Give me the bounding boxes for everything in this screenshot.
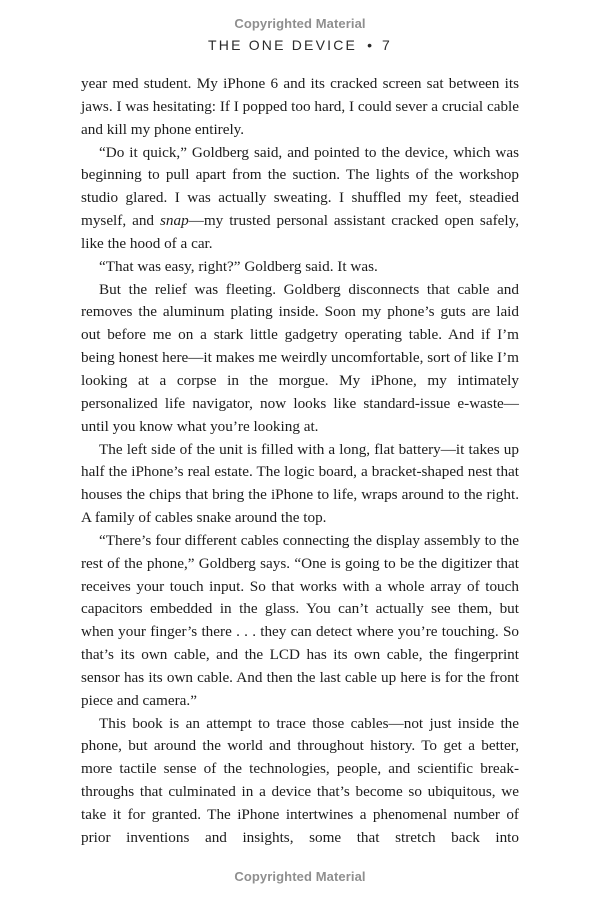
book-title: THE ONE DEVICE: [208, 37, 358, 53]
paragraph-continuation: year med student. My iPhone 6 and its cracked screen sat between its jaws. I was hesitating: If I popped too hard, I could sever a crucial cable and kill my phone entirely.: [81, 75, 519, 138]
paragraph: “That was easy, right?” Goldberg said. It was.: [99, 257, 378, 275]
running-header: [0, 37, 600, 53]
copyright-watermark-top: Copyrighted Material: [234, 16, 366, 31]
paragraph: “There’s four different cables connecting the display assembly to the rest of the phone,” Goldberg says. “One is going to be the digitizer that receives your touch input. So that works with a whole array of touch capacitors embedded in the glass. You can’t actually see them, but when your finger’s there . . . they can detect where you’re touching. So that’s its own cable, and the LCD has its own cable, the fingerprint sensor has its own cable. And then the last cable up here is for the front piece and camera.”: [81, 531, 519, 709]
page-number: 7: [381, 37, 392, 53]
header-bullet: •: [367, 37, 372, 53]
paragraph: “Do it quick,” Goldberg said, and pointed to the device, which was beginning to pull apart from the suction. The lights of the workshop studio glared. I was actually sweating. I shuffled my feet, steadied myself, and snap—my trusted personal assistant cracked open safely, like the hood of a car.: [81, 143, 520, 252]
page-body: [81, 73, 519, 850]
paragraph: This book is an attempt to trace those cables—not just inside the phone, but around the world and throughout history. To get a better, more tactile sense of the technologies, people, and scientific breakthroughs that culminated in a device that’s become so ubiquitous, we take it for granted. The iPhone intertwines a phenomenal number of prior inventions and insights, some that stretch back into: [81, 714, 519, 846]
paragraph: But the relief was fleeting. Goldberg disconnects that cable and removes the aluminum plating inside. Soon my phone’s guts are laid out before me on a stark little gadgetry operating table. And if I’m being honest here—it makes me weirdly uncomfortable, sort of like I’m looking at a corpse in the morgue. My iPhone, my intimately personalized life navigator, now looks like standard-issue e-waste—until you know what you’re looking at.: [81, 280, 519, 435]
paragraph: The left side of the unit is filled with a long, flat battery—it takes up half the iPhone’s real estate. The logic board, a bracket-shaped nest that houses the chips that bring the iPhone to life, wraps around to the right. A family of cables snake around the top.: [81, 440, 519, 527]
italic-word: snap: [159, 212, 189, 230]
copyright-watermark-bottom: Copyrighted Material: [234, 869, 366, 884]
